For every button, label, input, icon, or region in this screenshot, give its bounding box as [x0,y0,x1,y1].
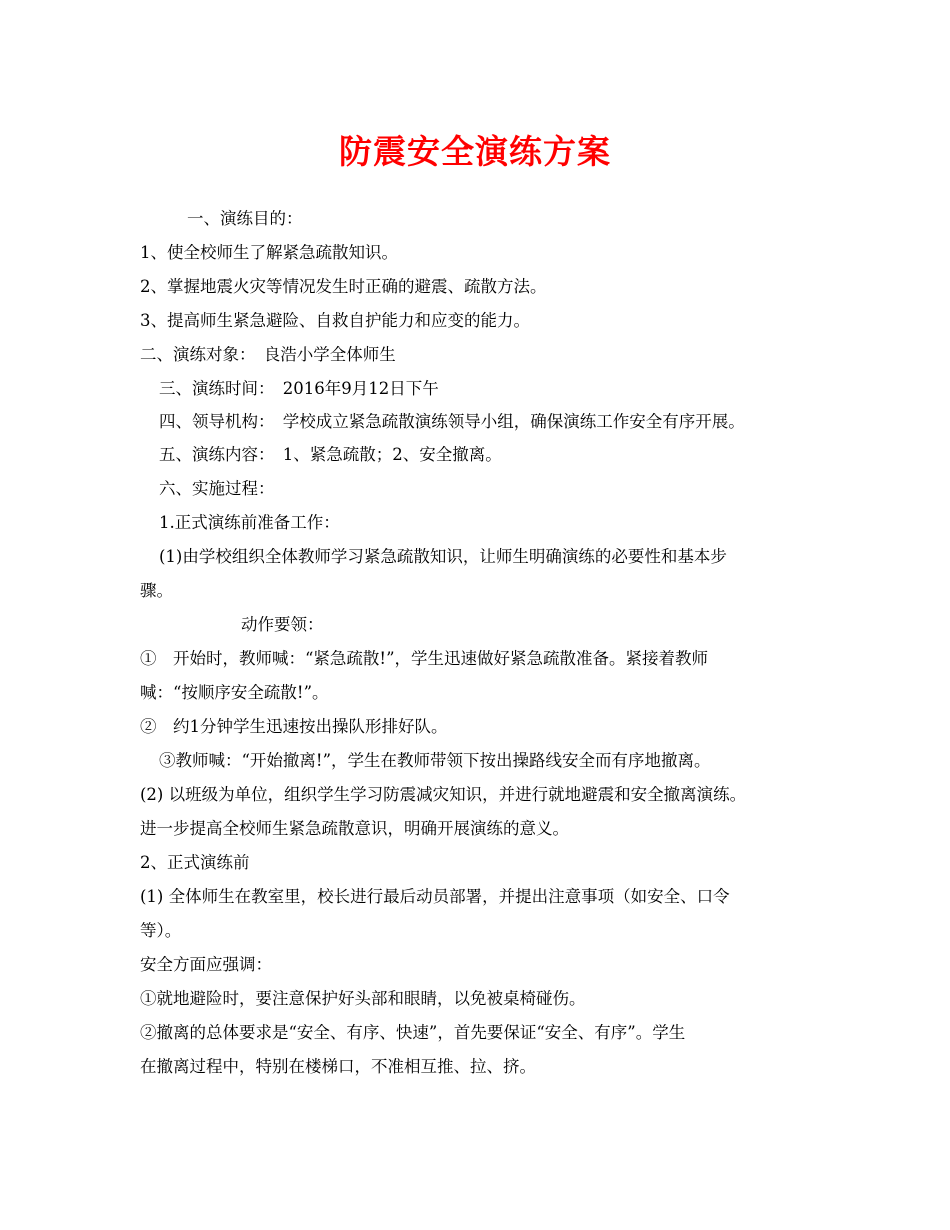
paragraph-line: 2、掌握地震火灾等情况发生时正确的避震、疏散方法。 [140,277,547,296]
paragraph-line: (1)由学校组织全体教师学习紧急疏散知识，让师生明确演练的必要性和基本步 [159,547,727,566]
paragraph-line: 进一步提高全校师生紧急疏散意识，明确开展演练的意义。 [140,819,569,838]
paragraph-line: 动作要领： [241,615,324,634]
paragraph-line: (1) 全体师生在教室里，校长进行最后动员部署，并提出注意事项（如安全、口令 [140,887,730,906]
paragraph-line: ③教师喊：“开始撤离!”，学生在教师带领下按出操路线安全而有序地撤离。 [159,751,711,770]
paragraph-line: 喊：“按顺序安全疏散!”。 [140,683,329,702]
subsection-heading: 2、正式演练前 [140,853,250,872]
paragraph-line: (2) 以班级为单位，组织学生学习防震减灾知识，并进行就地避震和安全撤离演练。 [140,785,747,804]
paragraph-line: ②撤离的总体要求是“安全、有序、快速”，首先要保证“安全、有序”。学生 [140,1023,686,1042]
subsection-heading: 1.正式演练前准备工作： [159,513,340,532]
paragraph-line: 骤。 [140,581,173,600]
paragraph-line: 1、使全校师生了解紧急疏散知识。 [140,243,398,262]
paragraph-line: 3、提高师生紧急避险、自救自护能力和应变的能力。 [140,311,530,330]
section-heading: 二、演练对象： 良浩小学全体师生 [140,345,396,364]
paragraph-line: 在撤离过程中，特别在楼梯口，不准相互推、拉、挤。 [140,1057,536,1076]
document-title: 防震安全演练方案 [339,132,611,171]
section-heading: 五、演练内容： 1、紧急疏散；2、安全撤离。 [159,445,502,464]
paragraph-line: ① 开始时，教师喊：“紧急疏散!”，学生迅速做好紧急疏散准备。紧接着教师 [140,649,709,668]
paragraph-line: 等）。 [140,921,182,940]
section-heading: 六、实施过程： [159,479,275,498]
section-heading: 三、演练时间： 2016年9月12日下午 [159,379,439,398]
section-heading: 四、领导机构： 学校成立紧急疏散演练领导小组，确保演练工作安全有序开展。 [159,412,745,431]
paragraph-line: ② 约1分钟学生迅速按出操队形排好队。 [140,717,448,736]
paragraph-line: ①就地避险时，要注意保护好头部和眼睛，以免被桌椅碰伤。 [140,989,586,1008]
section-heading: 一、演练目的： [187,209,303,228]
paragraph-line: 安全方面应强调： [140,955,272,974]
